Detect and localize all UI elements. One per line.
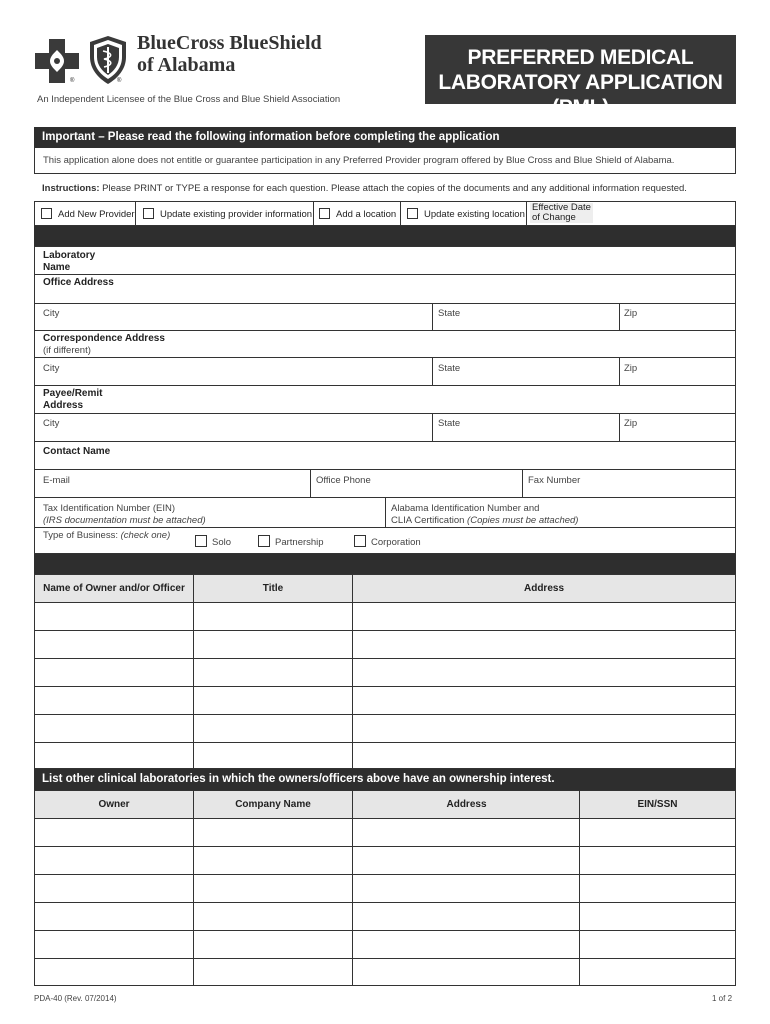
other-labs-col-owner: Owner: [98, 799, 130, 810]
lab-name-label: [43, 250, 95, 274]
important-heading: Important – Please read the following information before completing the application: [34, 127, 736, 148]
payee-zip-label: Zip: [624, 418, 638, 429]
registered-mark: ®: [117, 78, 122, 84]
form-title-line2: LABORATORY APPLICATION (PML): [438, 71, 723, 119]
email-label: E-mail: [43, 475, 70, 486]
effective-date-field[interactable]: [595, 204, 733, 224]
office-city-label: City: [43, 308, 60, 319]
contact-name-label: Contact Name: [43, 446, 111, 457]
update-location-label: Update existing location: [424, 209, 525, 220]
table-row[interactable]: [35, 930, 735, 931]
office-zip-label: Zip: [624, 308, 638, 319]
owners-col-address: Address: [523, 583, 564, 594]
clia-label: [391, 515, 578, 526]
section-bar: [34, 226, 736, 246]
payee-address-label: [43, 388, 102, 412]
corr-city-label: City: [43, 363, 60, 374]
business-type-label: [43, 530, 170, 541]
corporation-checkbox[interactable]: [354, 535, 366, 547]
correspondence-address-label: Correspondence Address: [43, 333, 165, 344]
effective-date-line1: Effective Date: [532, 202, 591, 213]
table-row[interactable]: [35, 818, 735, 819]
table-row[interactable]: [35, 742, 735, 743]
update-location-checkbox[interactable]: [407, 208, 418, 219]
office-state-label: State: [438, 308, 461, 319]
table-row[interactable]: [35, 846, 735, 847]
contact-name-field[interactable]: [120, 443, 730, 469]
add-new-provider-checkbox[interactable]: [41, 208, 52, 219]
brand-name: BlueCross BlueShield: [137, 32, 322, 54]
partnership-checkbox[interactable]: [258, 535, 270, 547]
fax-number-label: Fax Number: [528, 475, 581, 486]
request-type-row: [34, 201, 736, 226]
solo-checkbox[interactable]: [195, 535, 207, 547]
payee-label-line1: Payee/Remit: [43, 388, 103, 399]
office-address-label: Office Address: [43, 277, 114, 288]
payee-label-line2: Address: [43, 400, 84, 411]
table-row[interactable]: [35, 602, 735, 603]
al-id-label: Alabama Identification Number and: [391, 503, 540, 514]
laboratory-info-section: [34, 246, 736, 554]
correspondence-address-field[interactable]: [195, 332, 730, 356]
other-labs-col-ein: EIN/SSN: [637, 799, 678, 810]
clia-note: (Copies must be attached): [467, 515, 579, 526]
other-labs-col-company: Company Name: [235, 799, 311, 810]
tin-note: (IRS documentation must be attached): [43, 515, 206, 526]
office-phone-label: Office Phone: [316, 475, 371, 486]
tin-label: Tax Identification Number (EIN): [43, 503, 175, 514]
effective-date-label: [530, 203, 593, 223]
instructions: [42, 183, 687, 194]
if-different-note: (if different): [43, 345, 91, 356]
lab-name-label-line2: Name: [43, 262, 71, 273]
add-new-provider-label: Add New Provider: [58, 209, 135, 220]
payee-city-label: City: [43, 418, 60, 429]
office-address-field[interactable]: [135, 276, 730, 302]
other-labs-table: [34, 790, 736, 986]
other-labs-heading: List other clinical laboratories in which the owners/officers above have an ownership interest.: [34, 769, 736, 790]
clia-label-text: CLIA Certification: [391, 515, 468, 526]
important-notice: This application alone does not entitle or guarantee participation in any Preferred Provider program offered by Blue Cross and Blue Shield of Alabama.: [34, 148, 736, 174]
solo-label: Solo: [212, 537, 232, 548]
licensee-statement: An Independent Licensee of the Blue Cross and Blue Shield Association: [37, 94, 341, 105]
check-one-note: (check one): [120, 530, 171, 541]
corporation-label: Corporation: [371, 537, 421, 548]
blue-shield-logo-icon: [88, 35, 128, 85]
table-row[interactable]: [35, 902, 735, 903]
business-type-text: Type of Business:: [43, 530, 121, 541]
owners-col-title: Title: [262, 583, 284, 594]
partnership-label: Partnership: [275, 537, 324, 548]
owners-col-name: Name of Owner and/or Officer: [43, 583, 185, 594]
section-bar: [34, 554, 736, 574]
payee-address-field[interactable]: [115, 387, 730, 413]
table-row[interactable]: [35, 630, 735, 631]
table-row[interactable]: [35, 874, 735, 875]
add-location-label: Add a location: [336, 209, 397, 220]
instructions-text: Please PRINT or TYPE a response for each question. Please attach the copies of the documents and any additional information requested.: [99, 183, 687, 194]
other-labs-col-address: Address: [446, 799, 487, 810]
form-title-line1: PREFERRED MEDICAL: [467, 46, 694, 69]
update-provider-checkbox[interactable]: [143, 208, 154, 219]
corr-zip-label: Zip: [624, 363, 638, 374]
add-location-checkbox[interactable]: [319, 208, 330, 219]
owners-table: [34, 574, 736, 769]
form-id: PDA-40 (Rev. 07/2014): [34, 994, 117, 1003]
table-row[interactable]: [35, 958, 735, 959]
lab-name-label-line1: Laboratory: [43, 250, 96, 261]
lab-name-field[interactable]: [115, 249, 725, 273]
table-row[interactable]: [35, 714, 735, 715]
payee-state-label: State: [438, 418, 461, 429]
corr-state-label: State: [438, 363, 461, 374]
effective-date-line2: of Change: [532, 212, 576, 223]
update-provider-label: Update existing provider information: [160, 209, 313, 220]
table-row[interactable]: [35, 658, 735, 659]
instructions-label: Instructions:: [42, 183, 100, 194]
table-row[interactable]: [35, 686, 735, 687]
form-title: [425, 35, 736, 119]
registered-mark: ®: [70, 78, 75, 84]
brand-subtitle: of Alabama: [137, 54, 236, 76]
page-number: 1 of 2: [712, 994, 733, 1003]
